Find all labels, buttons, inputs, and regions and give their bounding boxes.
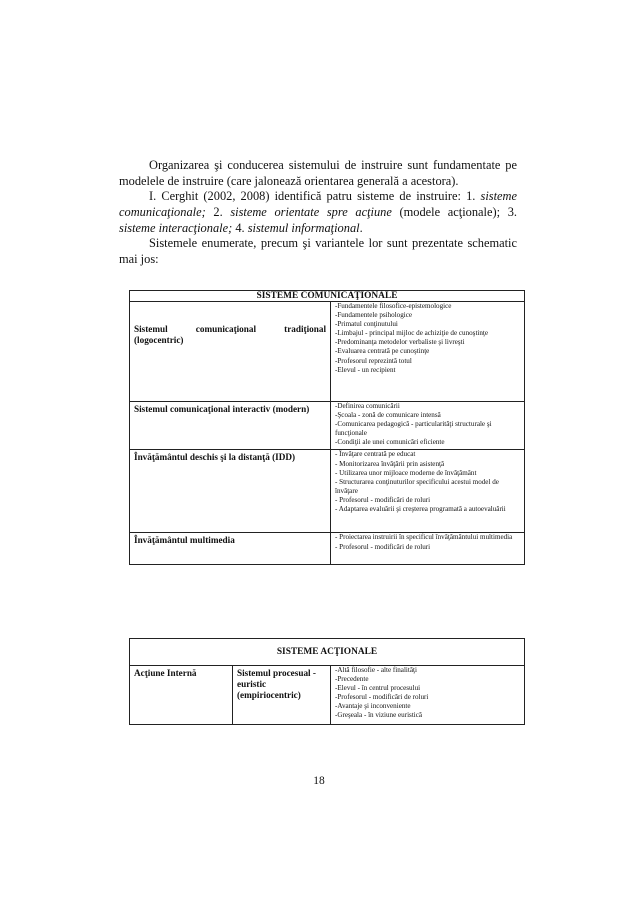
- table1-title: SISTEME COMUNICAŢIONALE: [130, 291, 525, 302]
- intro-paragraph: Organizarea şi conducerea sistemului de instruire sunt fundamentate pe modelele de instruire (care jalonează orientarea generală a acestora).: [119, 158, 517, 188]
- row-label-multimedia: Învăţământul multimedia: [130, 533, 331, 565]
- action-systems-table: [129, 638, 525, 725]
- systems-paragraph: I. Cerghit (2002, 2008) identifică patru sisteme de instruire: 1. sisteme comunicaţionale; 2. sisteme orientate spre acţiune (modele acţionale); 3. sisteme interacţionale; 4. sistemul informaţional.: [119, 189, 517, 235]
- row-items-idd: - Învăţare centrată pe educat - Monitorizarea învăţării prin asistenţă - Utilizarea unor mijloace moderne de învăţământ - Structurarea conţinuturilor specificului acestui model de învăţare - Profesorul - modificări de roluri - Adaptarea evaluării şi creşterea programată a autoevaluării: [331, 450, 525, 533]
- action-type-cell: Acţiune Internă: [130, 666, 233, 725]
- row-label-interactive: Sistemul comunicaţional interactiv (modern): [130, 402, 331, 450]
- system-items-cell: -Altă filosofie - alte finalităţi -Precedente -Elevul - în centrul procesului -Profesorul - modificări de roluri -Avantaje şi inconveniente -Greşeala - în viziune euristică: [331, 666, 525, 725]
- row-label-traditional: Sistemul comunicaţional tradiţional (logocentric): [130, 302, 331, 402]
- row-label-idd: Învăţământul deschis şi la distanţă (IDD): [130, 450, 331, 533]
- row-items-traditional: -Fundamentele filosofice-epistemologice -Fundamentele psihologice -Primatul conţinutului -Limbajul - principal mijloc de achiziţie de cunoştinţe -Predominanţa metodelor verbaliste şi livreşti -Evaluarea centrată pe cunoştinţe -Profesorul reprezintă totul -Elevul - un recipient: [331, 302, 525, 402]
- table2-title: SISTEME ACŢIONALE: [130, 639, 525, 666]
- system-name-cell: Sistemul procesual - euristic (empiriocentric): [233, 666, 331, 725]
- schema-intro-paragraph: Sistemele enumerate, precum şi variantele lor sunt prezentate schematic mai jos:: [119, 236, 517, 266]
- page-number: 18: [313, 775, 325, 787]
- row-items-interactive: -Definirea comunicării -Şcoala - zonă de comunicare intensă -Comunicarea pedagogică - particularităţi structurale şi funcţionale -Condiţii ale unei comunicări eficiente: [331, 402, 525, 450]
- row-items-multimedia: - Proiectarea instruirii în specificul învăţământului multimedia - Profesorul - modificări de roluri: [331, 533, 525, 565]
- communication-systems-table: [129, 290, 525, 565]
